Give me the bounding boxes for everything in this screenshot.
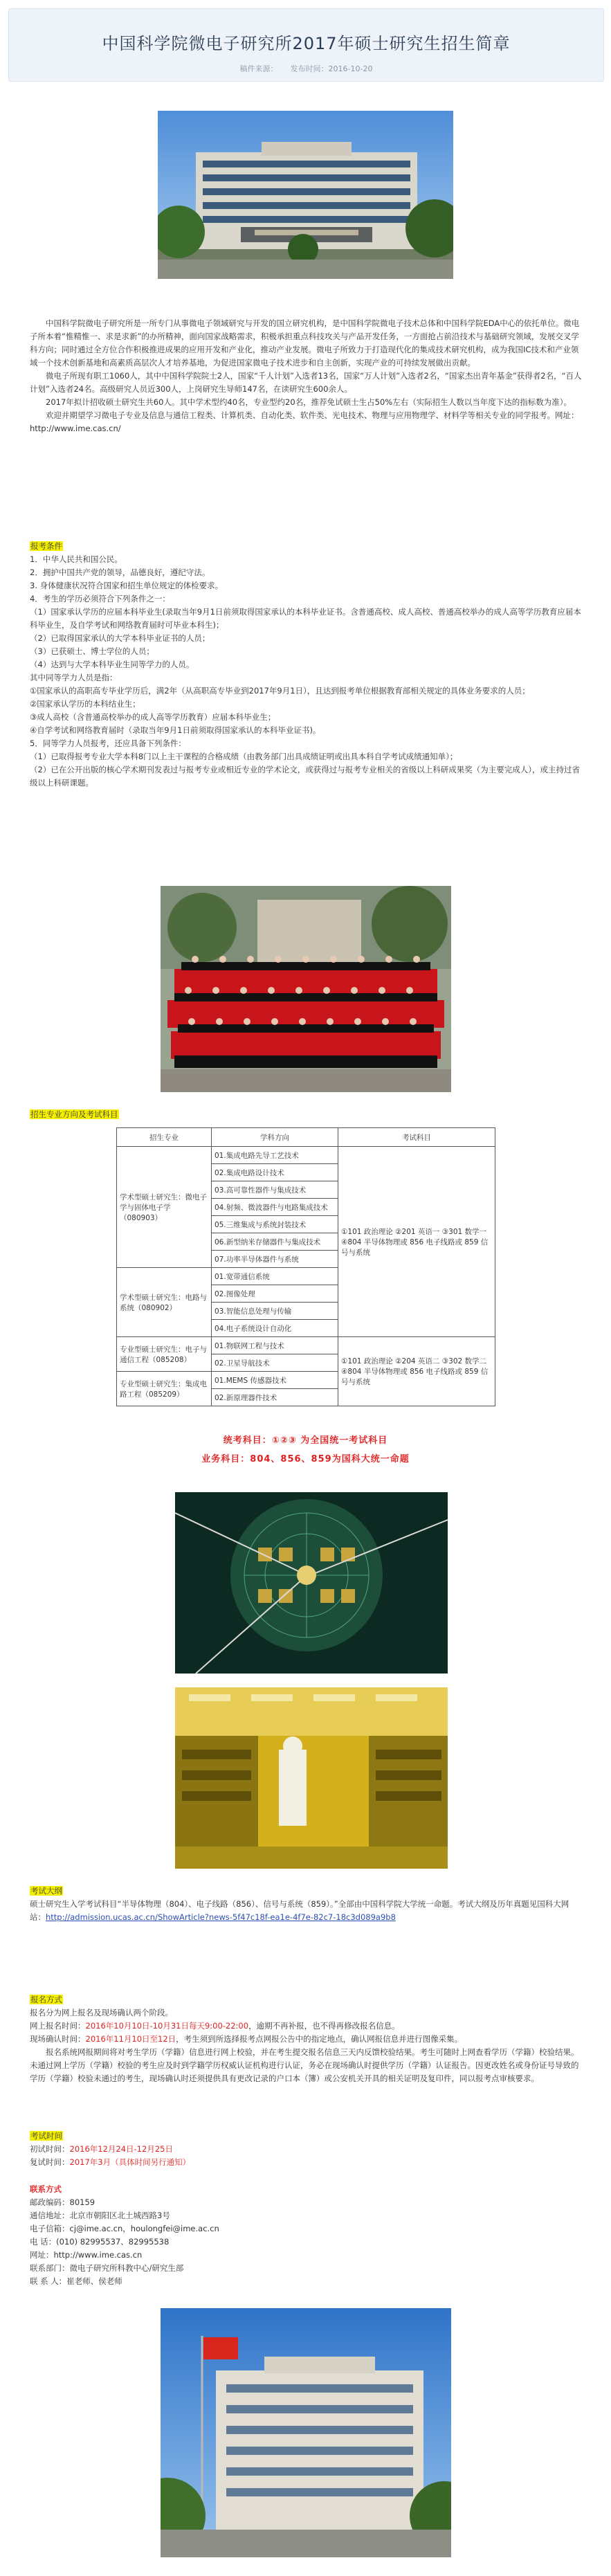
first-exam-label: 初试时间： [30, 2144, 70, 2154]
major-cell: 专业型硕士研究生：电子与通信工程（085208） [117, 1337, 212, 1372]
intro-paragraph: 微电子所现有职工1060人，其中中国科学院院士2人，国家“千人计划”入选者13名，国家“万人计划”入选者2名，“国家杰出青年基金”获得者2名，“百人计划”入选者24名。高级研究人员近300人，上岗研究生导师147名，在读研究生600余人。 [30, 371, 582, 394]
registration-section [30, 1993, 583, 2085]
second-exam [30, 2156, 583, 2169]
exam-note-unified: 统考科目：①②③ 为全国统一考试科目 [223, 1435, 388, 1446]
online-time: 2016年10月10日-10月31日每天9:00-22:00 [85, 2021, 249, 2031]
table-header-cell: 学科方向 [212, 1128, 338, 1147]
outline-text: 硕士研究生入学考试科目“半导体物理（804）、电子线路（856）、信号与系统（859）。”全部由中国科学院大学统一命题。考试大纲及历年真题见国科大网站： [30, 1899, 569, 1922]
onsite-time: 2016年11月10日至12日 [85, 2034, 176, 2044]
contact-line: 电子信箱：cj@ime.ac.cn，houlongfei@ime.ac.cn [30, 2224, 219, 2233]
cleanroom-photo [175, 1687, 448, 1869]
exam-note-subjects: 业务科目：804、856、859为国科大统一命题 [201, 1454, 410, 1464]
direction-cell: 07.功率半导体器件与系统 [212, 1251, 338, 1268]
registration-heading: 报名方式 [30, 1995, 62, 2004]
table-header-cell: 招生专业 [117, 1128, 212, 1147]
onsite-registration [30, 2033, 583, 2046]
condition-item: ①国家承认的高职高专毕业学历后，满2年（从高职高专毕业到2017年9月1日），且达到报考单位根据教育部相关规定的具体业务要求的人员； [30, 686, 530, 696]
condition-item: 2．拥护中国共产党的领导，品德良好，遵纪守法。 [30, 568, 210, 577]
direction-cell: 03.高可靠性器件与集成技术 [212, 1181, 338, 1199]
condition-item: （1）已取得报考专业大学本科8门以上主干课程的合格成绩（由教务部门出具成绩证明或出具本科自学考试成绩通知单）； [30, 752, 458, 761]
table-header-cell: 考试科目 [338, 1128, 495, 1147]
article-meta [9, 63, 603, 74]
condition-item: ④自学考试和网络教育届时（录取当年9月1日前须取得国家承认的本科毕业证书)。 [30, 725, 321, 735]
condition-item: 4．考生的学历必须符合下列条件之一： [30, 594, 170, 604]
direction-cell: 04.电子系统设计自动化 [212, 1320, 338, 1337]
first-exam [30, 2143, 583, 2156]
condition-item: ③成人高校（含普通高校举办的成人高等学历教育）应届本科毕业生； [30, 712, 276, 722]
direction-cell: 05.三维集成与系统封装技术 [212, 1216, 338, 1233]
condition-item: （3）已获硕士、博士学位的人员； [30, 646, 154, 656]
admissions-table [116, 1127, 495, 1406]
page-title: 中国科学院微电子研究所2017年硕士研究生招生简章 [102, 34, 511, 53]
direction-cell: 02.卫星导航技术 [212, 1354, 338, 1372]
registration-line: 报名分为网上报名及现场确认两个阶段。 [30, 2008, 173, 2017]
onsite-label: 现场确认时间： [30, 2034, 86, 2044]
contact-line: 网址：http://www.ime.cas.cn [30, 2250, 143, 2260]
publish-date: 发布时间：2016-10-20 [290, 64, 373, 73]
direction-cell: 01.MEMS 传感器技术 [212, 1372, 338, 1389]
condition-item: （1）国家承认学历的应届本科毕业生(录取当年9月1日前须取得国家承认的本科毕业证书。含普通高校、成人高校、普通高校举办的成人高等学历教育应届本科毕业生，及自学考试和网络教育届时可毕业本科生)； [30, 607, 581, 630]
condition-item: 1．中华人民共和国公民。 [30, 554, 122, 564]
source-label: 稿件来源： [239, 64, 278, 73]
direction-cell: 01.集成电路先导工艺技术 [212, 1147, 338, 1164]
intro-paragraph: 2017年拟计招收硕士研究生共60人。其中学术型约40名，专业型约20名，推荐免试硕士生占50%左右（实际招生人数以当年度下达的指标数为准）。 [46, 397, 572, 407]
outline-paragraph [30, 1898, 583, 1924]
condition-item: （2）已取得国家承认的大学本科毕业证书的人员； [30, 633, 210, 643]
condition-item: 3. 身体健康状况符合国家和招生单位规定的体检要求。 [30, 581, 224, 590]
exam-subjects-cell: ①101 政治理论 ②201 英语一 ③301 数学一 ④804 半导体物理或 856 电子线路或 859 信号与系统 [338, 1147, 495, 1337]
condition-item: 其中同等学力人员是指： [30, 673, 118, 682]
major-cell: 学术型硕士研究生：微电子学与固体电子学（080903） [117, 1147, 212, 1268]
online-registration [30, 2020, 583, 2033]
outline-section [30, 1885, 583, 1924]
intro-section [30, 317, 583, 435]
first-exam-value: 2016年12月24日-12月25日 [69, 2144, 173, 2154]
outline-link[interactable]: http://admission.ucas.ac.cn/ShowArticle?news-5f47c18f-ea1e-4f7e-82c7-18c3d089a9b8 [46, 1912, 396, 1922]
direction-cell: 06.新型纳米存储器件与集成技术 [212, 1233, 338, 1251]
headquarters-photo [161, 2308, 451, 2557]
onsite-tail: ，考生须到所选择报考点网报公告中的指定地点，确认网报信息并进行图像采集。 [176, 2034, 463, 2044]
contact-line: 邮政编码：80159 [30, 2197, 95, 2207]
major-cell: 学术型硕士研究生：电路与系统（080902） [117, 1268, 212, 1337]
contact-line: 通信地址：北京市朝阳区北土城西路3号 [30, 2211, 170, 2220]
second-exam-value: 2017年3月（具体时间另行通知） [69, 2157, 191, 2167]
graduation-photo [161, 886, 451, 1092]
table-section-heading: 招生专业方向及考试科目 [30, 1109, 118, 1119]
condition-item: ②国家承认学历的本科结业生； [30, 699, 140, 709]
direction-cell: 01.物联网工程与技术 [212, 1337, 338, 1354]
direction-cell: 02.图像处理 [212, 1285, 338, 1303]
outline-heading: 考试大纲 [30, 1886, 62, 1896]
exam-time-section [30, 2130, 583, 2169]
intro-paragraph: 中国科学院微电子研究所是一所专门从事微电子领域研究与开发的国立研究机构，是中国科学院微电子技术总体和中国科学院EDA中心的依托单位。微电子所本着“惟精惟一、求是求新”的办所精神，面向国家战略需求，积极承担重点科技攻关与产品开发任务，一方面抢占前沿技术与基础研究领域，发展交叉学科方向；同时通过全方位合作积极推进成果的应用开发和产业化，推动产业发展。微电子所致力于打造现代化的集成技术研究机构，成为我国IC技术和产业领域一个技术创新基地和高素质高层次人才培养基地，为促进国家微电子技术进步和自主创新，实现产业的可持续发展做出贡献。 [30, 318, 580, 368]
exam-subjects-cell: ①101 政治理论 ②204 英语二 ③302 数学二 ④804 半导体物理或 856 电子线路或 859 信号与系统 [338, 1337, 495, 1406]
direction-cell: 02.新原理器件技术 [212, 1389, 338, 1406]
verify-paragraph: 报名系统网报期间将对考生学历（学籍）信息进行网上校验，并在考生提交报名信息三天内反馈校验结果。考生可随时上网查看学历（学籍）校验结果。未通过网上学历（学籍）校验的考生应及时到学籍学历权威认证机构进行认证，务必在现场确认时提供学历（学籍）认证报告。因更改姓名或身份证号导致的学历（学籍）校验未通过的考生，现场确认时还须提供具有更改记录的户口本（簿）或公安机关开具的相关证明及复印件，同以报考点审核要求。 [30, 2047, 579, 2083]
online-label: 网上报名时间： [30, 2021, 86, 2031]
condition-item: （4）达到与大学本科毕业生同等学力的人员。 [30, 660, 194, 669]
intro-paragraph [30, 409, 583, 435]
condition-item: （2）已在公开出版的核心学术期刊发表过与报考专业或相近专业的学术论文，或获得过与报考专业相关的省级以上科研成果奖（为主要完成人），或主持过省级以上科研课题。 [30, 765, 581, 788]
direction-cell: 01.宽带通信系统 [212, 1268, 338, 1285]
conditions-heading: 报考条件 [30, 541, 62, 551]
direction-cell: 02.集成电路设计技术 [212, 1164, 338, 1181]
exam-time-heading: 考试时间 [30, 2131, 62, 2141]
website-text: http://www.ime.cas.cn/ [30, 424, 121, 433]
building-photo [158, 111, 453, 279]
contact-section [30, 2183, 583, 2288]
table-section-heading-wrap [30, 1108, 583, 1121]
contact-heading: 联系方式 [30, 2184, 62, 2194]
conditions-section [30, 540, 583, 790]
direction-cell: 03.智能信息处理与传输 [212, 1303, 338, 1320]
contact-line: 联系部门：微电子研究所科教中心/研究生部 [30, 2263, 184, 2273]
direction-cell: 04.射频、微波器件与电路集成技术 [212, 1199, 338, 1216]
second-exam-label: 复试时间： [30, 2157, 70, 2167]
online-tail: ，逾期不再补报，也不得再修改报名信息。 [248, 2021, 400, 2031]
contact-line: 联 系 人：崔老师、侯老师 [30, 2276, 122, 2286]
article-header [8, 8, 604, 82]
wafer-photo [175, 1492, 448, 1674]
condition-item: 5．同等学力人员报考，还应具备下列条件： [30, 738, 186, 748]
major-cell: 专业型硕士研究生：集成电路工程（085209） [117, 1372, 212, 1406]
intro-text: 欢迎并期望学习微电子专业及信息与通信工程类、计算机类、自动化类、软件类、光电技术、物理与应用物理学、材料学等相关专业的同学报考。网址： [46, 410, 579, 420]
contact-line: 电 话：(010) 82995537、82995538 [30, 2237, 170, 2247]
